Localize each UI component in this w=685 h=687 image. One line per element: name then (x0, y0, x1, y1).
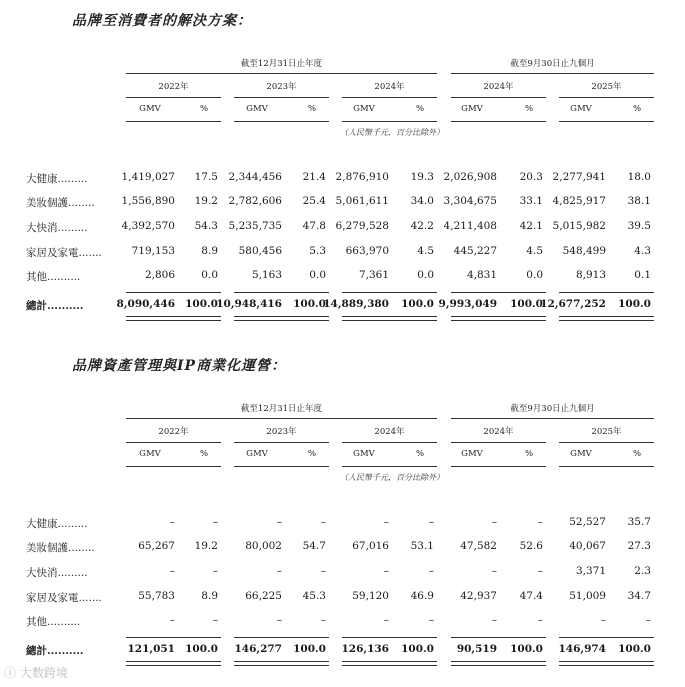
double-rule (234, 661, 329, 666)
table-cell: 2.3 (634, 565, 651, 577)
table-cell: 4.5 (417, 245, 434, 257)
total-cell: 126,136 (341, 643, 389, 655)
rule (234, 121, 329, 122)
table-cell: 67,016 (352, 540, 389, 552)
table-cell: 7,361 (358, 269, 389, 281)
row-label: 其他.......... (26, 616, 81, 628)
table-cell: 33.1 (519, 195, 543, 207)
total-label: 總計.......... (26, 645, 84, 657)
total-cell: 100.0 (293, 298, 326, 310)
total-cell: 100.0 (185, 643, 218, 655)
watermark (4, 664, 68, 681)
double-rule (126, 316, 221, 321)
row-label: 美妝個護........ (26, 542, 95, 554)
table-cell: 42.1 (519, 220, 543, 232)
gmv-header: GMV (461, 104, 483, 114)
table-cell: – (383, 516, 389, 528)
pct-header: % (415, 449, 425, 459)
total-cell: 14,889,380 (323, 298, 389, 310)
group-header-nine-months: 截至9月30日止九個月 (510, 59, 595, 69)
table-cell: – (537, 614, 543, 626)
table-cell: 20.3 (519, 171, 543, 183)
table-cell: 27.3 (627, 540, 651, 552)
table-cell: 2,277,941 (552, 171, 606, 183)
total-cell: 146,974 (558, 643, 606, 655)
rule (234, 637, 329, 638)
pct-header: % (524, 104, 534, 114)
table-cell: 18.0 (627, 171, 651, 183)
year-header: 2024年 (374, 82, 405, 92)
table-cell: – (169, 516, 175, 528)
table-cell: – (645, 614, 651, 626)
year-header: 2025年 (591, 82, 622, 92)
table-cell: 42.2 (410, 220, 434, 232)
table-cell: 5,061,611 (335, 195, 389, 207)
table-cell: 445,227 (453, 245, 497, 257)
table-cell: – (537, 565, 543, 577)
table-cell: 0.0 (309, 269, 326, 281)
table-cell: 80,002 (245, 540, 282, 552)
table-cell: 4,831 (466, 269, 497, 281)
rule (559, 637, 654, 638)
year-header: 2023年 (266, 82, 297, 92)
total-cell: 10,948,416 (216, 298, 282, 310)
row-label: 大健康......... (26, 518, 88, 530)
double-rule (126, 661, 221, 666)
table-cell: 8,913 (575, 269, 606, 281)
table-cell: 3,371 (575, 565, 606, 577)
pct-header: % (632, 449, 642, 459)
total-cell: 100.0 (293, 643, 326, 655)
row-label: 大快消......... (26, 222, 88, 234)
table-cell: 0.0 (201, 269, 218, 281)
table-cell: – (320, 565, 326, 577)
table-cell: – (320, 516, 326, 528)
watermark-icon: ⓘ (4, 666, 20, 680)
table-cell: 5,163 (251, 269, 282, 281)
table-cell: 45.3 (302, 590, 326, 602)
table-cell: 5,235,735 (228, 220, 282, 232)
table-cell: – (212, 565, 218, 577)
table-cell: 54.7 (302, 540, 326, 552)
table-cell: 6,279,528 (335, 220, 389, 232)
row-label: 美妝個護........ (26, 197, 95, 209)
table-cell: 35.7 (627, 516, 651, 528)
table-cell: 2,026,908 (443, 171, 497, 183)
table-cell: 663,970 (345, 245, 389, 257)
total-label: 總計.......... (26, 300, 84, 312)
table-cell: – (383, 614, 389, 626)
table-cell: 1,419,027 (121, 171, 175, 183)
year-header: 2025年 (591, 427, 622, 437)
gmv-header: GMV (353, 104, 375, 114)
rule (451, 121, 546, 122)
gmv-header: GMV (246, 104, 268, 114)
rule (126, 442, 221, 443)
double-rule (451, 316, 546, 321)
table-cell: – (320, 614, 326, 626)
rule (559, 121, 654, 122)
table-cell: – (428, 565, 434, 577)
table-cell: – (600, 614, 606, 626)
rule (342, 121, 437, 122)
total-cell: 8,090,446 (116, 298, 175, 310)
table-cell: 548,499 (562, 245, 606, 257)
total-cell: 100.0 (185, 298, 218, 310)
gmv-header: GMV (570, 449, 592, 459)
table-cell: 59,120 (352, 590, 389, 602)
rule (126, 121, 221, 122)
table-cell: 4.5 (526, 245, 543, 257)
gmv-header: GMV (246, 449, 268, 459)
total-cell: 121,051 (127, 643, 175, 655)
table-cell: 5.3 (309, 245, 326, 257)
table-cell: 52,527 (569, 516, 606, 528)
rule (559, 442, 654, 443)
table-cell: – (428, 516, 434, 528)
year-header: 2022年 (158, 82, 189, 92)
rule (126, 97, 221, 98)
table-cell: – (428, 614, 434, 626)
table-cell: 34.0 (410, 195, 434, 207)
total-cell: 100.0 (510, 298, 543, 310)
table-cell: 8.9 (201, 245, 218, 257)
rule (234, 97, 329, 98)
table-cell: 66,225 (245, 590, 282, 602)
total-cell: 100.0 (401, 298, 434, 310)
total-cell: 100.0 (510, 643, 543, 655)
table-cell: 47.8 (302, 220, 326, 232)
rule (126, 418, 437, 419)
rule (234, 466, 329, 467)
year-header: 2024年 (374, 427, 405, 437)
table-cell: 1,556,890 (121, 195, 175, 207)
pct-header: % (307, 449, 317, 459)
double-rule (559, 661, 654, 666)
rule (451, 73, 654, 74)
table-cell: 52.6 (519, 540, 543, 552)
rule (234, 442, 329, 443)
unit-note: （人民幣千元，百分比除外） (340, 473, 444, 482)
table-cell: 2,344,456 (228, 171, 282, 183)
table-cell: 46.9 (410, 590, 434, 602)
total-cell: 100.0 (618, 298, 651, 310)
row-label: 家居及家電....... (26, 592, 102, 604)
table-cell: 53.1 (410, 540, 434, 552)
rule (451, 292, 546, 293)
table-cell: – (276, 565, 282, 577)
year-header: 2024年 (483, 427, 514, 437)
rule (451, 442, 546, 443)
double-rule (559, 316, 654, 321)
pct-header: % (415, 104, 425, 114)
double-rule (234, 316, 329, 321)
year-header: 2022年 (158, 427, 189, 437)
gmv-header: GMV (570, 104, 592, 114)
table-cell: 2,782,606 (228, 195, 282, 207)
table-cell: – (212, 614, 218, 626)
table-cell: – (169, 565, 175, 577)
double-rule (342, 661, 437, 666)
watermark-text: 大数跨境 (19, 666, 68, 680)
rule (342, 97, 437, 98)
table-cell: 0.1 (634, 269, 651, 281)
table-cell: – (276, 516, 282, 528)
rule (126, 637, 221, 638)
pct-header: % (199, 449, 209, 459)
table-cell: 47.4 (519, 590, 543, 602)
table-cell: – (212, 516, 218, 528)
table-cell: 42,937 (460, 590, 497, 602)
table-cell: 25.4 (302, 195, 326, 207)
section-title: 品牌資產管理與IP商業化運營： (72, 358, 287, 374)
double-rule (451, 661, 546, 666)
table-cell: – (537, 516, 543, 528)
total-cell: 90,519 (456, 643, 497, 655)
table-cell: 4,825,917 (552, 195, 606, 207)
pct-header: % (632, 104, 642, 114)
table-cell: – (491, 565, 497, 577)
rule (342, 466, 437, 467)
pct-header: % (524, 449, 534, 459)
rule (451, 97, 546, 98)
row-label: 大快消......... (26, 567, 88, 579)
row-label: 其他.......... (26, 271, 81, 283)
year-header: 2024年 (483, 82, 514, 92)
table-cell: – (276, 614, 282, 626)
gmv-header: GMV (139, 449, 161, 459)
table-cell: – (491, 614, 497, 626)
table-cell: 39.5 (627, 220, 651, 232)
double-rule (342, 316, 437, 321)
table-cell: 19.2 (194, 195, 218, 207)
table-cell: 4,392,570 (121, 220, 175, 232)
row-label: 家居及家電....... (26, 247, 102, 259)
table-cell: 580,456 (238, 245, 282, 257)
total-cell: 100.0 (401, 643, 434, 655)
rule (126, 292, 221, 293)
total-cell: 12,677,252 (540, 298, 606, 310)
rule (126, 73, 437, 74)
total-cell: 146,277 (234, 643, 282, 655)
table-cell: 5,015,982 (552, 220, 606, 232)
gmv-header: GMV (353, 449, 375, 459)
group-header-full-year: 截至12月31日止年度 (240, 404, 323, 414)
rule (126, 466, 221, 467)
table-cell: 17.5 (194, 171, 218, 183)
table-cell: 8.9 (201, 590, 218, 602)
table-cell: 0.0 (526, 269, 543, 281)
table-cell: 54.3 (194, 220, 218, 232)
table-cell: 2,876,910 (335, 171, 389, 183)
total-cell: 100.0 (618, 643, 651, 655)
pct-header: % (199, 104, 209, 114)
table-cell: 47,582 (460, 540, 497, 552)
rule (451, 466, 546, 467)
rule (559, 97, 654, 98)
table-cell: 719,153 (131, 245, 175, 257)
year-header: 2023年 (266, 427, 297, 437)
table-cell: 38.1 (627, 195, 651, 207)
table-cell: 34.7 (627, 590, 651, 602)
table-cell: 19.3 (410, 171, 434, 183)
rule (342, 442, 437, 443)
table-cell: 40,067 (569, 540, 606, 552)
table-cell: 51,009 (569, 590, 606, 602)
table-cell: 19.2 (194, 540, 218, 552)
table-cell: 3,304,675 (443, 195, 497, 207)
table-cell: – (491, 516, 497, 528)
table-cell: 21.4 (302, 171, 326, 183)
rule (451, 418, 654, 419)
table-cell: 4.3 (634, 245, 651, 257)
rule (559, 292, 654, 293)
gmv-header: GMV (461, 449, 483, 459)
section-title: 品牌至消費者的解決方案： (72, 13, 252, 29)
table-cell: 55,783 (138, 590, 175, 602)
group-header-nine-months: 截至9月30日止九個月 (510, 404, 595, 414)
rule (234, 292, 329, 293)
row-label: 大健康......... (26, 173, 88, 185)
unit-note: （人民幣千元，百分比除外） (340, 128, 444, 137)
table-cell: 4,211,408 (443, 220, 497, 232)
table-cell: 2,806 (144, 269, 175, 281)
table-cell: 0.0 (417, 269, 434, 281)
table-cell: 65,267 (138, 540, 175, 552)
rule (342, 637, 437, 638)
rule (559, 466, 654, 467)
table-cell: – (383, 565, 389, 577)
rule (451, 637, 546, 638)
table-cell: – (169, 614, 175, 626)
gmv-header: GMV (139, 104, 161, 114)
group-header-full-year: 截至12月31日止年度 (240, 59, 323, 69)
pct-header: % (307, 104, 317, 114)
total-cell: 9,993,049 (438, 298, 497, 310)
rule (342, 292, 437, 293)
